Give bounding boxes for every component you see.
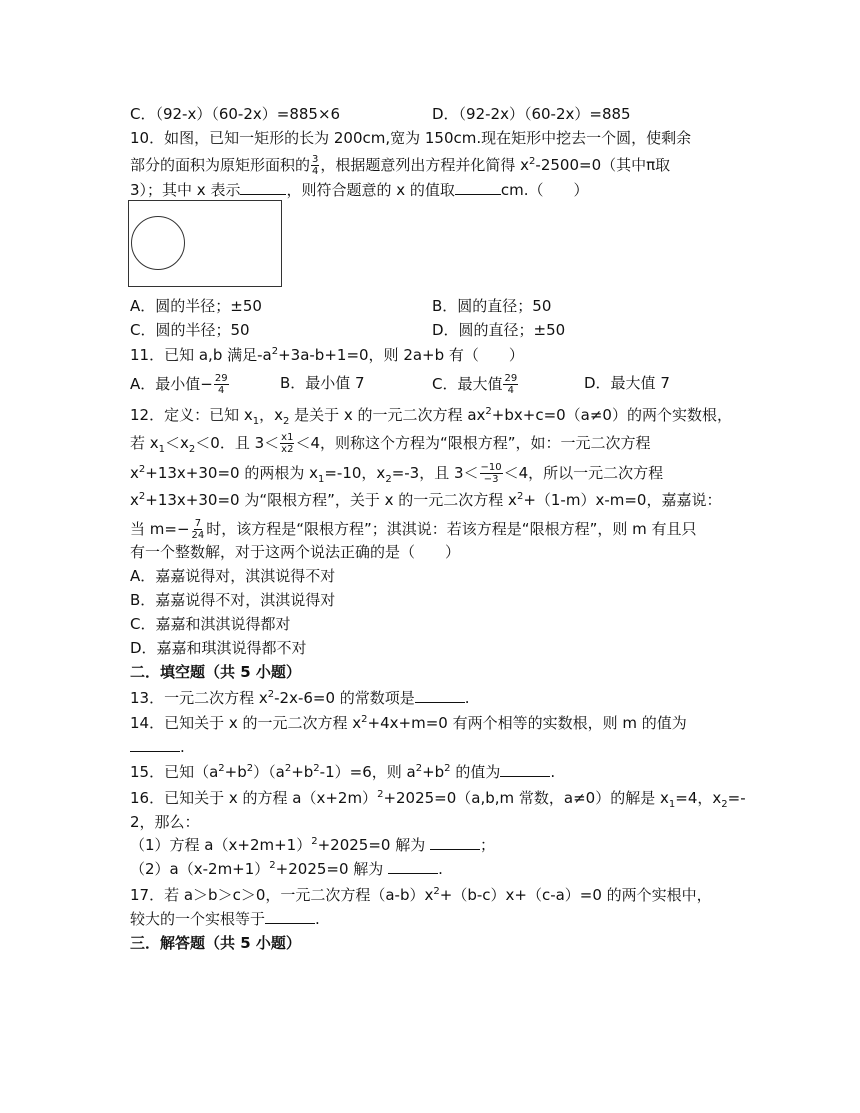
q16-part2: $(2)a(x-2m+1)^2+2025=0$ 解为 . [130, 860, 443, 878]
q10-option-a: A．圆的半径；±50 [130, 297, 262, 315]
q12-line3: $x^2+13x+30=0$ 的两根为 $x_1=-10$，$x_2=-3$，且 3＜ $\frac{-10}{-3}$ ＜4，所以一元二次方程 [130, 462, 664, 485]
q11-option-b: B．最小值 7 [280, 374, 365, 392]
rectangle-figure [128, 200, 282, 287]
answer-blank [500, 762, 550, 777]
q12-option-a: A．嘉嘉说得对，淇淇说得不对 [130, 567, 336, 585]
q15: 15．已知$(a^2+b^2)(a^2+b^2-1)=6$，则 $a^2+b^2$ 的值为 . [130, 763, 556, 781]
answer-blank [130, 737, 180, 752]
q10-option-b: B．圆的直径；50 [432, 297, 552, 315]
fraction: $\frac{29}{4}$ [214, 373, 228, 396]
q12-line2: 若 $x_1<x_2<0$．且 3＜ $\frac{x1}{x2}$ ＜4，则称这个方程为“限根方程”，如：一元二次方程 [130, 432, 651, 455]
answer-blank [265, 909, 315, 924]
q14-line1: 14．已知关于 x 的一元二次方程 $x^2+4x+m=0$ 有两个相等的实数根，则 m 的值为 [130, 714, 687, 732]
q17-line1: 17．若 a＞b＞c＞0，一元二次方程$(a-b)x^2+(b-c)x+(c-a)=0$ 的两个实根中， [130, 886, 712, 904]
q13: 13．一元二次方程 $x^2-2x-6=0$ 的常数项是 . [130, 689, 470, 707]
q10-line1: 10．如图，已知一矩形的长为 200cm,宽为 150cm.现在矩形中挖去一个圆，使剩余 [130, 129, 692, 147]
q12-line5: 当 m=− $\frac{7}{24}$ 时，该方程是“限根方程”；淇淇说：若该方程是“限根方程”，则 m 有且只 [130, 518, 697, 541]
q17-line2: 较大的一个实根等于 . [130, 910, 320, 928]
q11-option-a: A．最小值− $\frac{29}{4}$ [130, 373, 228, 396]
q12-line6: 有一个整数解，对于这两个说法正确的是（ ） [130, 543, 461, 561]
fraction: $\frac{-10}{-3}$ [480, 462, 502, 485]
circle-figure [131, 216, 185, 270]
q10-option-d: D．圆的直径；±50 [432, 321, 566, 339]
answer-blank [415, 688, 465, 703]
answer-blank [430, 835, 480, 850]
q16-part1: （1）方程 $a(x+2m+1)^2+2025=0$ 解为 ； [130, 836, 495, 854]
q10-option-c: C．圆的半径；50 [130, 321, 250, 339]
q9-option-c: C．（92-x）（60-2x）=885×6 [130, 105, 341, 123]
q16-line1: 16．已知关于 x 的方程 $a(x+2m)^2+2025=0(a,b,m$ 常数，a≠0）的解是 $x_1=4$，$x_2=-$ [130, 789, 746, 810]
section-heading-solutions: 三．解答题（共 5 小题） [130, 934, 301, 952]
q12-line4: $x^2+13x+30=0$ 为“限根方程”，关于 x 的一元二次方程 $x^2+(1-m)x-m=0$，嘉嘉说： [130, 491, 722, 509]
fraction-three-quarters: $\frac{3}{4}$ [312, 154, 319, 177]
q12-option-c: C．嘉嘉和淇淇说得都对 [130, 615, 291, 633]
answer-blank [455, 180, 501, 195]
fraction: $\frac{7}{24}$ [191, 518, 205, 541]
section-heading-fill-in: 二．填空题（共 5 小题） [130, 663, 301, 681]
answer-blank [388, 859, 438, 874]
q11-option-c: C．最大值 $\frac{29}{4}$ [432, 373, 518, 396]
fraction: $\frac{29}{4}$ [504, 373, 518, 396]
q16-line2: 2，那么： [130, 813, 200, 831]
answer-blank [240, 180, 286, 195]
fraction: $\frac{x1}{x2}$ [281, 432, 294, 455]
q14-line2: . [130, 737, 185, 757]
q12-option-d: D．嘉嘉和琪淇说得都不对 [130, 639, 307, 657]
q12-option-b: B．嘉嘉说得不对，淇淇说得对 [130, 591, 336, 609]
q10-line3: 3）；其中 x 表示 ，则符合题意的 x 的值取 cm.（ ） [130, 181, 589, 199]
q9-option-d: D．（92-2x）（60-2x）=885 [432, 105, 631, 123]
q12-line1: 12．定义：已知 $x_1$，$x_2$ 是关于 x 的一元二次方程 $ax^2+bx+c=0(a\ne 0)$的两个实数根， [130, 406, 732, 427]
q11-option-d: D．最大值 7 [584, 374, 670, 392]
q11-stem: 11．已知 a,b 满足$-a^2+3a-b+1=0$，则 2a+b 有（ ） [130, 346, 524, 364]
q10-line2: 部分的面积为原矩形面积的 $\frac{3}{4}$ ，根据题意列出方程并化简得 $x^2-2500=0$（其中π取 [130, 154, 671, 177]
